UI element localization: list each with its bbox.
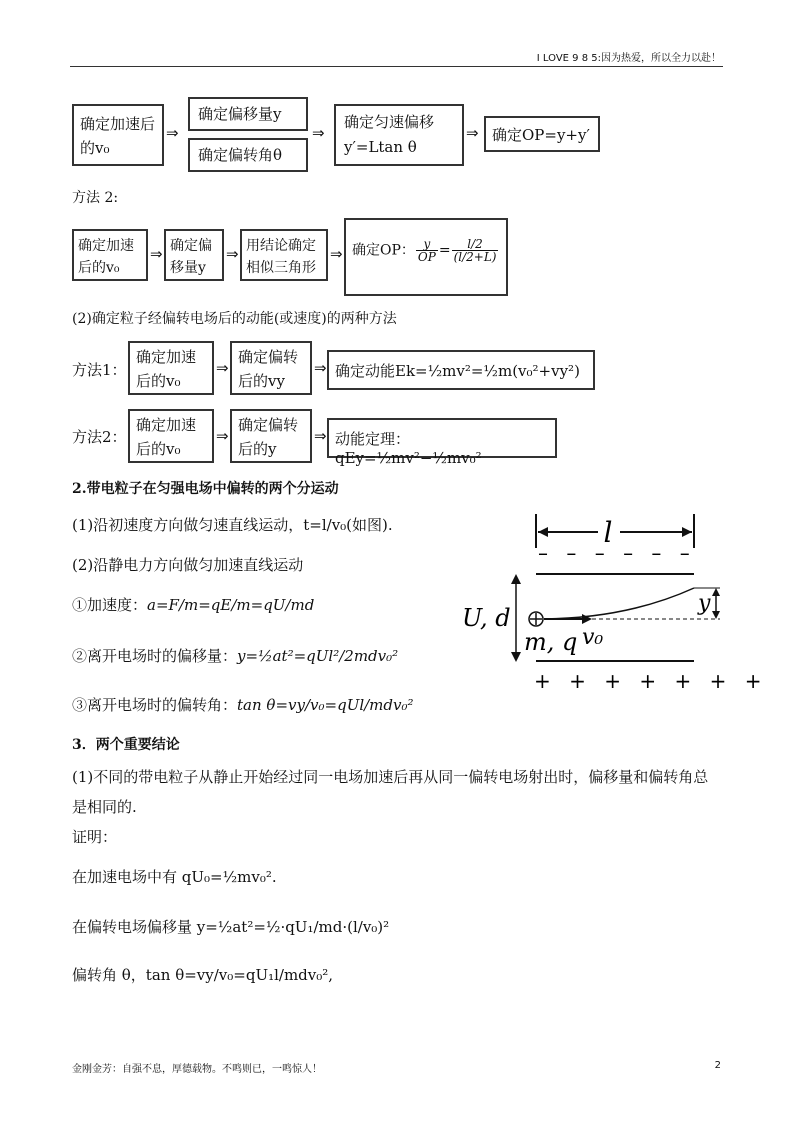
deflection-figure [458,510,768,700]
flow1-arrow-2: ⇒ [312,124,325,142]
m2-box-op [344,218,508,296]
energy-m1-box-ek: 确定动能Ek=½mv²=½m(v₀²+vy²) [327,350,595,390]
c3-label: 离开电场时的偏转角： [87,696,238,714]
m2-frac-den: OP [417,250,436,264]
page-number: 2 [714,1060,721,1071]
energy-title: (2)确定粒子经偏转电场后的动能(或速度)的两种方法 [72,311,397,327]
energy-m2-box-y: 确定偏转后的y [230,409,312,463]
c3-eq: tan θ=vy/v₀=qUl/mdv₀² [237,696,414,714]
flow1-box-op: 确定OP=y+y′ [484,116,600,152]
flow1-box-uniform-line1: 确定匀速偏移 [344,113,435,131]
m2-arrow-1: ⇒ [150,245,163,263]
m2-eq: = [438,242,451,259]
section2-p1: (1)沿初速度方向做匀速直线运动，t=l/v₀(如图). [72,516,393,534]
fig-mq-label: m, q [524,628,578,656]
energy-m1-box-vy: 确定偏转后的vy [230,341,312,395]
fig-d-arrow-top [511,574,521,584]
fig-y-label: y [698,591,711,616]
energy-m2-arrow-1: ⇒ [216,427,229,445]
fig-y-arrow-top [712,588,720,596]
section3-title: 3．两个重要结论 [72,737,180,753]
fig-l-arrowhead-right [682,527,692,537]
section3-e1: 在加速电场中有 qU₀=½mv₀². [72,868,277,886]
fig-ud-label: U, d [462,604,511,632]
section3-proof: 证明： [72,828,118,846]
flow1-box-accel: 确定加速后的v₀ [72,104,164,166]
energy-m2-label: 方法2： [72,428,127,446]
fig-trajectory [544,588,694,619]
energy-m1-arrow-2: ⇒ [314,359,327,377]
method2-label: 方法 2: [72,190,119,206]
m2-frac-num: y [416,238,438,251]
c2-num: ② [72,647,88,665]
flow1-arrow-3: ⇒ [466,124,479,142]
c1-eq: a=F/m=qE/m=qU/md [147,596,315,614]
section3-p1: (1)不同的带电粒子从静止开始经过同一电场加速后再从同一偏转电场射出时，偏移量和偏转角总是相同的. [72,768,709,816]
energy-m2-arrow-2: ⇒ [314,427,327,445]
energy-m1-box-accel: 确定加速后的v₀ [128,341,214,395]
m2-arrow-3: ⇒ [330,245,343,263]
fig-bottom-charges: + + + + + + + [534,669,768,693]
energy-m2-box-accel: 确定加速后的v₀ [128,409,214,463]
m2-box-accel: 确定加速后的v₀ [72,229,148,281]
section3-e2: 在偏转电场偏移量 y=½at²=½·qU₁/md·(l/v₀)² [72,918,390,936]
m2-rhs-num: l/2 [452,238,499,251]
section2-p2: (2)沿静电力方向做匀加速直线运动 [72,556,304,574]
c1-label: 加速度： [87,596,148,614]
c1-num: ① [72,596,88,614]
fig-top-charges: – – – – – – [538,541,696,565]
section2-title: 2.带电粒子在匀强电场中偏转的两个分运动 [72,481,339,497]
flow1-arrow-1: ⇒ [166,124,179,142]
energy-m1-label: 方法1： [72,361,127,379]
c3-num: ③ [72,696,88,714]
flow1-box-uniform-line2: y′=Ltan θ [344,138,417,156]
fig-l-label: l [603,516,613,549]
m2-rhs-den: (l/2+L) [453,250,497,264]
section3-e3: 偏转角 θ，tan θ=vy/v₀=qU₁l/mdv₀², [72,966,334,984]
flow1-box-angle: 确定偏转角θ [188,138,308,172]
flow1-box-offset: 确定偏移量y [188,97,308,131]
page-header: I LOVE 9 8 5:因为热爱，所以全力以赴！ [536,53,721,64]
header-rule [70,66,723,67]
m2-box-offset: 确定偏移量y [164,229,224,281]
energy-m1-arrow-1: ⇒ [216,359,229,377]
section2-c3 [72,694,414,716]
m2-box-similar: 用结论确定相似三角形 [240,229,328,281]
c2-eq: y=½at²=qUl²/2mdv₀² [237,647,399,665]
fig-d-arrow-bottom [511,652,521,662]
page-footer: 金刚金芳：自强不息，厚德载物。不鸣则已，一鸣惊人！ [72,1064,322,1075]
m2-op-prefix: 确定OP： [352,242,415,259]
section2-c2 [72,645,398,667]
fig-y-arrow-bottom [712,611,720,619]
section2-c1 [72,594,314,616]
c2-label: 离开电场时的偏移量： [87,647,238,665]
energy-m2-box-theorem: 动能定理：qEy=½mv²−½mv₀² [327,418,557,458]
fig-v0-label: v₀ [582,625,604,650]
m2-arrow-2: ⇒ [226,245,239,263]
flow1-box-uniform [334,104,464,166]
fig-l-arrowhead-left [538,527,548,537]
